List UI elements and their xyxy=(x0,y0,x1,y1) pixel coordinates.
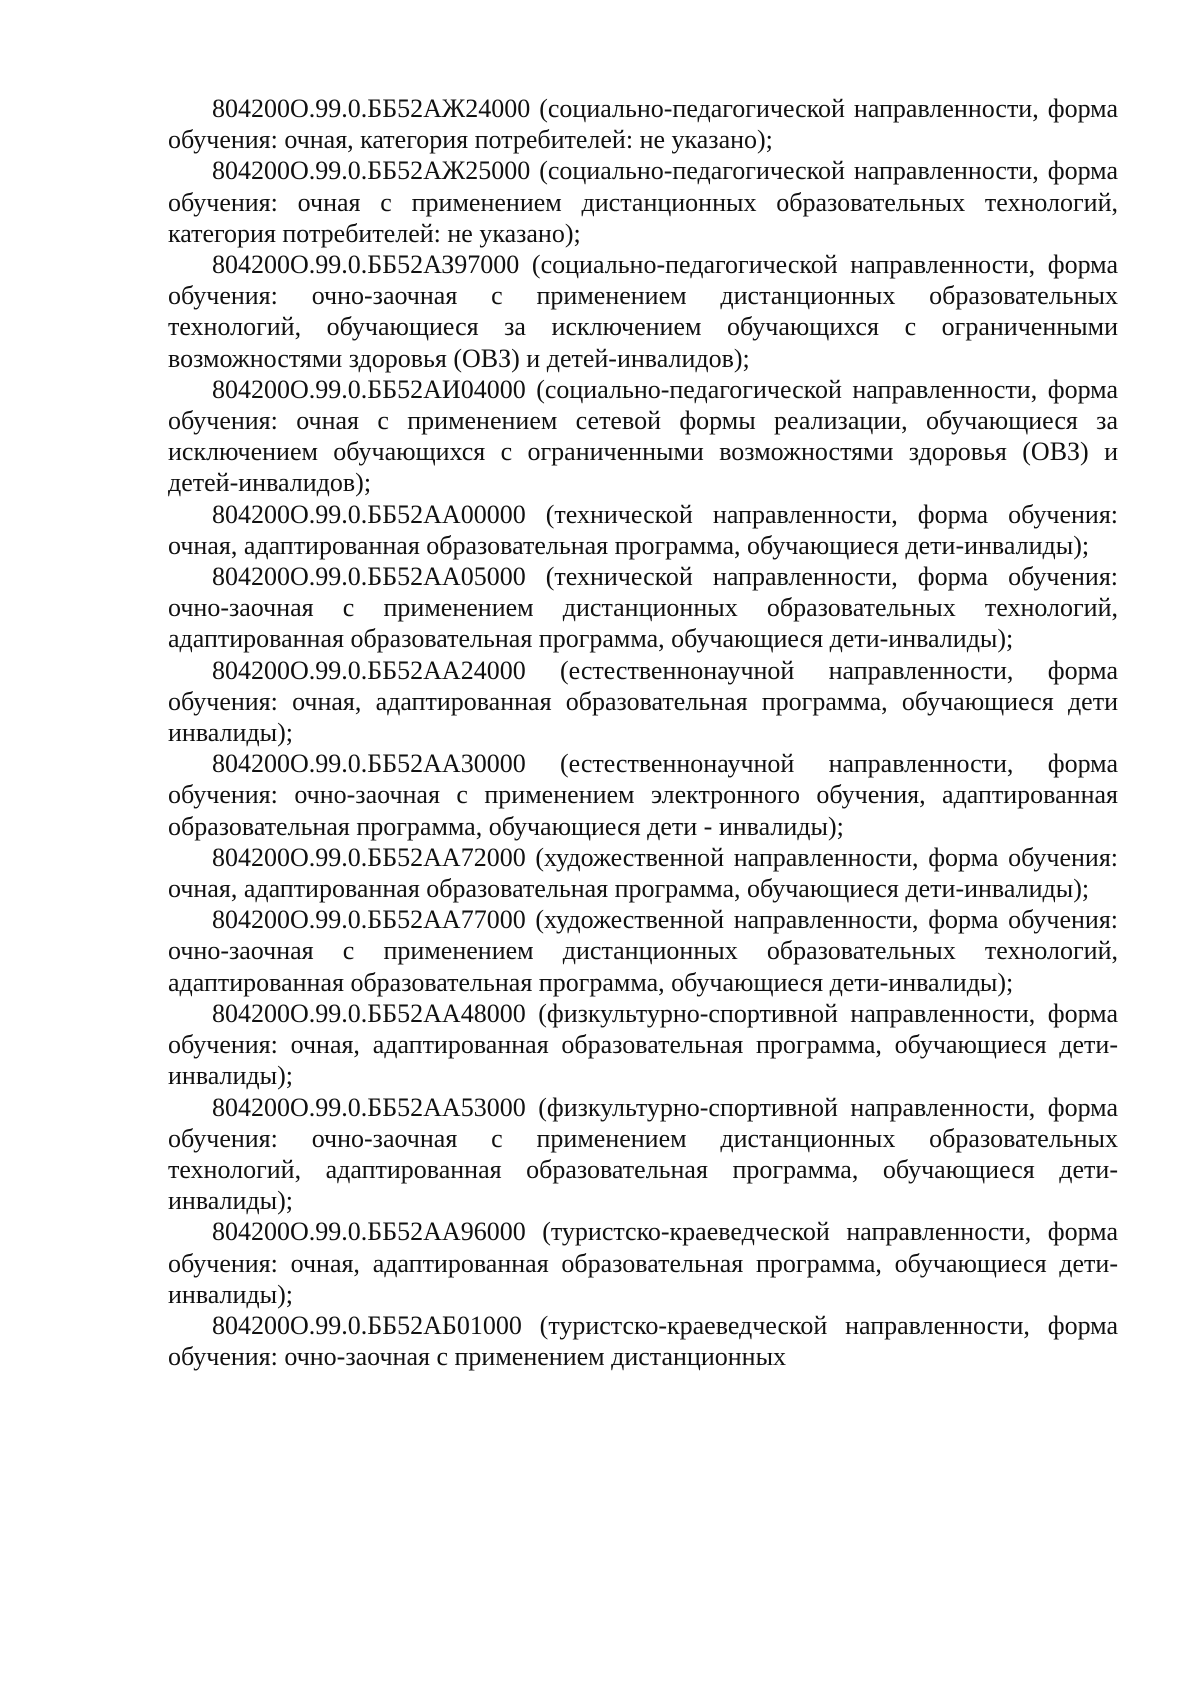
paragraph-9: 804200О.99.0.ББ52АА72000 (художественной направленности, форма обучения: очная, адаптированная образовательная программа, обучающиеся дети-инвалиды); xyxy=(168,842,1118,904)
paragraph-7: 804200О.99.0.ББ52АА24000 (естественнонаучной направленности, форма обучения: очная, адаптированная образовательная программа, обучающиеся дети инвалиды); xyxy=(168,655,1118,748)
paragraph-14: 804200О.99.0.ББ52АБ01000 (туристско-краеведческой направленности, форма обучения: очно-заочная с применением дистанционных xyxy=(168,1310,1118,1372)
paragraph-13: 804200О.99.0.ББ52АА96000 (туристско-краеведческой направленности, форма обучения: очная, адаптированная образовательная программа, обучающиеся дети-инвалиды); xyxy=(168,1217,1118,1309)
paragraph-5: 804200О.99.0.ББ52АА00000 (технической направленности, форма обучения: очная, адаптированная образовательная программа, обучающиеся дети-инвалиды); xyxy=(168,499,1118,560)
document-body xyxy=(168,93,1118,1372)
paragraph-1: 804200О.99.0.ББ52АЖ24000 (социально-педагогической направленности, форма обучения: очная, категория потребителей: не указано); xyxy=(168,94,1118,155)
paragraph-6: 804200О.99.0.ББ52АА05000 (технической направленности, форма обучения: очно-заочная с применением дистанционных образовательных технологий, адаптированная образовательная программа, обучающиеся дети-инвалиды); xyxy=(168,562,1118,654)
paragraph-3: 804200О.99.0.ББ52АЗ97000 (социально-педагогической направленности, форма обучения: очно-заочная с применением дистанционных образовательных технологий, обучающиеся за исключением обучающихся с ограниченными возможностями здоровья (ОВЗ) и детей-инвалидов); xyxy=(168,250,1118,373)
paragraph-4: 804200О.99.0.ББ52АИ04000 (социально-педагогической направленности, форма обучения: очная с применением сетевой формы реализации, обучающиеся за исключением обучающихся с ограниченными возможностями здоровья (ОВЗ) и детей-инвалидов); xyxy=(168,374,1118,498)
paragraph-12: 804200О.99.0.ББ52АА53000 (физкультурно-спортивной направленности, форма обучения: очно-заочная с применением дистанционных образовательных технологий, адаптированная образовательная программа, обучающиеся дети-инвалиды); xyxy=(168,1092,1118,1216)
paragraph-11: 804200О.99.0.ББ52АА48000 (физкультурно-спортивной направленности, форма обучения: очная, адаптированная образовательная программа, обучающиеся дети-инвалиды); xyxy=(168,998,1118,1091)
paragraph-2: 804200О.99.0.ББ52АЖ25000 (социально-педагогической направленности, форма обучения: очная с применением дистанционных образовательных технологий, категория потребителей: не указано); xyxy=(168,156,1118,248)
paragraph-10: 804200О.99.0.ББ52АА77000 (художественной направленности, форма обучения: очно-заочная с применением дистанционных образовательных технологий, адаптированная образовательная программа, обучающиеся дети-инвалиды); xyxy=(168,905,1118,997)
paragraph-8: 804200О.99.0.ББ52АА30000 (естественнонаучной направленности, форма обучения: очно-заочная с применением электронного обучения, адаптированная образовательная программа, обучающиеся дети - инвалиды); xyxy=(168,749,1118,841)
